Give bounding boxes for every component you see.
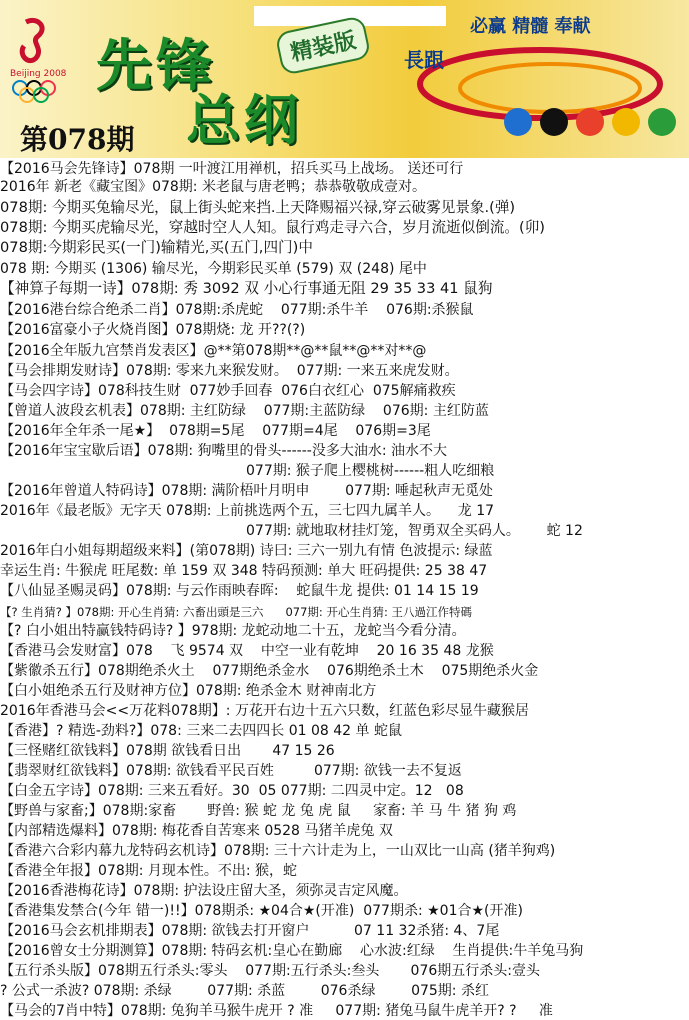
olympic-logo-icon — [8, 14, 76, 104]
text-line: 2016年《最老版》无字天 078期: 上前挑选两个五，三七四九属羊人。 龙 17 — [0, 503, 495, 519]
text-line: 【2016年全年杀一尾★】 078期=5尾 077期=4尾 076期=3尾 — [0, 423, 431, 439]
text-line: 078期: 今期买兔输尽光，鼠上街头蛇来挡.上天降赐福兴禄,穿云破雾见景象.(弹) — [0, 199, 516, 216]
text-line: 【2016马会玄机排期表】078期: 欲钱去打开窗户 07 11 32杀猪: 4、7尾 — [0, 923, 500, 939]
text-line: 【2016全年版九宫禁肖发表区】@**第078期**@**鼠**@**对**@ — [0, 343, 427, 359]
text-line: 078 期: 今期买 (1306) 输尽光，今期彩民买单 (579) 双 (248) 尾中 — [0, 261, 427, 277]
text-line: 2016年香港马会<<万花料078期】: 万花开右边十五六只数，红蓝色彩尽显牛藏猴居 — [0, 703, 529, 719]
issue-number: 第078期 — [20, 123, 135, 156]
text-line: 077期: 就地取材挂灯笼，智勇双全买码人。 蛇 12 — [246, 523, 583, 539]
banner-title-2: 总纲 — [186, 88, 302, 152]
text-line: 【白小姐绝杀五行及财神方位】078期: 绝杀金木 财神南北方 — [0, 683, 377, 699]
text-line: 2016年白小姐每期超级来料】(第078期) 诗曰: 三六一别九有情 色波提示: 绿蓝 — [0, 543, 493, 559]
text-line: 【香港全年报】078期: 月现本性。不出: 猴，蛇 — [0, 863, 298, 879]
text-line: 【白金五字诗】078期: 三来五看好。30 05 077期: 二四灵中定。12 08 — [0, 783, 464, 799]
text-line: 【2016香港梅花诗】078期: 护法设庄留大圣，须弥灵吉定风魔。 — [0, 883, 408, 899]
text-line: 【2016港台综合绝杀二肖】078期:杀虎蛇 077期:杀牛羊 076期:杀猴鼠 — [0, 302, 474, 318]
text-line: 078期: 今期买虎输尽光，穿越时空人人知。鼠行鸡走寻六合，岁月流逝似倒流。(卯) — [0, 219, 545, 236]
mascots-icon — [500, 92, 680, 152]
text-line: 【翡翠财红欲钱料】078期: 欲钱看平民百姓 077期: 欲钱一去不复返 — [0, 763, 462, 779]
text-line: 【三怪赌红欲钱料】078期 欲钱看日出 47 15 26 — [0, 743, 335, 759]
text-line: ? 公式一杀波? 078期: 杀绿 077期: 杀蓝 076杀绿 075期: 杀红 — [0, 983, 489, 999]
text-line: 【香港六合彩内幕九龙特码玄机诗】078期: 三十六计走为上，一山双比一山高 (猪羊狗鸡) — [0, 843, 556, 859]
text-line: 【八仙显圣赐灵码】078期: 与云作雨映春晖: 蛇鼠牛龙 提供: 01 14 15 19 — [0, 583, 479, 599]
text-line: 【香港】? 精选-劲料?】078: 三来二去四四长 01 08 42 单 蛇鼠 — [0, 723, 402, 739]
text-line: 2016年 新老《藏宝图》078期: 米老鼠与唐老鸭；恭恭敬敬成壹对。 — [0, 179, 426, 195]
text-line: 【曾道人波段玄机表】078期: 主红防绿 077期:主蓝防绿 076期: 主红防蓝 — [0, 403, 489, 419]
text-line: 幸运生肖: 牛猴虎 旺尾数: 单 159 双 348 特码预测: 单大 旺码提供: 25 38 47 — [0, 563, 488, 579]
text-line: 【内部精选爆料】078期: 梅花香自苦寒来 0528 马猪羊虎兔 双 — [0, 823, 393, 839]
text-line: 【紫徽杀五行】078期绝杀火土 077期绝杀金水 076期绝杀土木 075期绝杀火金 — [0, 663, 539, 679]
text-line: 【2016年宝宝歇后语】078期: 狗嘴里的骨头------没多大油水: 油水不大 — [0, 443, 447, 459]
text-line: 077期: 猴子爬上樱桃树------粗人吃细粮 — [246, 463, 495, 479]
text-line: 【2016马会先锋诗】078期 一叶渡江用禅机，招兵买马上战场。 送还可行 — [0, 161, 464, 177]
text-line: 【? 白小姐出特赢钱特码诗? 】978期: 龙蛇动地二十五，龙蛇当今看分清。 — [0, 623, 466, 639]
text-line: 【香港马会发财富】078 飞 9574 双 中空一业有乾坤 20 16 35 48 龙猴 — [0, 643, 494, 659]
text-line: 【五行杀头版】078期五行杀头:零头 077期:五行杀头:叁头 076期五行杀头:壹头 — [0, 963, 540, 979]
text-line: 【马会排期发财诗】078期: 零来九来猴发财。 077期: 一来五来虎发财。 — [0, 363, 459, 379]
text-line: 【神算子每期一诗】078期: 秀 3092 双 小心行事通无阻 29 35 33 41 鼠狗 — [0, 280, 493, 297]
banner-follow: 長跟 — [404, 48, 444, 72]
text-line: 【2016曾女士分期测算】078期: 特码玄机:皇心在勤廊 心水波:红绿 生肖提供:牛羊兔马狗 — [0, 943, 584, 959]
header-banner — [0, 0, 689, 158]
text-line: 【马会四字诗】078科技生财 077妙手回春 076白衣红心 075解痛救疾 — [0, 383, 456, 399]
logo-text: Beijing 2008 — [10, 69, 67, 79]
text-line: 【野兽与家畜;】078期:家畜 野兽: 猴 蛇 龙 兔 虎 鼠 家畜: 羊 马 牛 猪 狗 鸡 — [0, 803, 517, 819]
text-line: 【? 生肖猜? 】078期: 开心生肖猜: 六畜出頭是三六 077期: 开心生肖猜: 王八過江作特碼 — [0, 605, 472, 619]
text-line: 078期:今期彩民买(一门)输精光,买(五门,四门)中 — [0, 239, 313, 256]
text-line: 【2016富豪小子火烧肖图】078期烧: 龙 开??(?) — [0, 322, 306, 338]
edition-badge: 精装版 — [275, 15, 372, 76]
text-line: 【香港集发禁合(今年 错一)!!】078期杀: ★04合★(开准) 077期杀: ★01合★(开准) — [0, 903, 523, 919]
banner-title-1: 先锋 — [96, 33, 216, 99]
text-line: 【2016年曾道人特码诗】078期: 满阶梧叶月明申 077期: 唾起秋声无觅处 — [0, 483, 494, 499]
banner-slogan: 必赢 精髓 奉献 — [470, 16, 591, 37]
text-line: 【马会的7肖中特】078期: 兔狗羊马猴牛虎开 ? 准 077期: 猪兔马鼠牛虎羊开? ? 准 — [0, 1003, 553, 1019]
